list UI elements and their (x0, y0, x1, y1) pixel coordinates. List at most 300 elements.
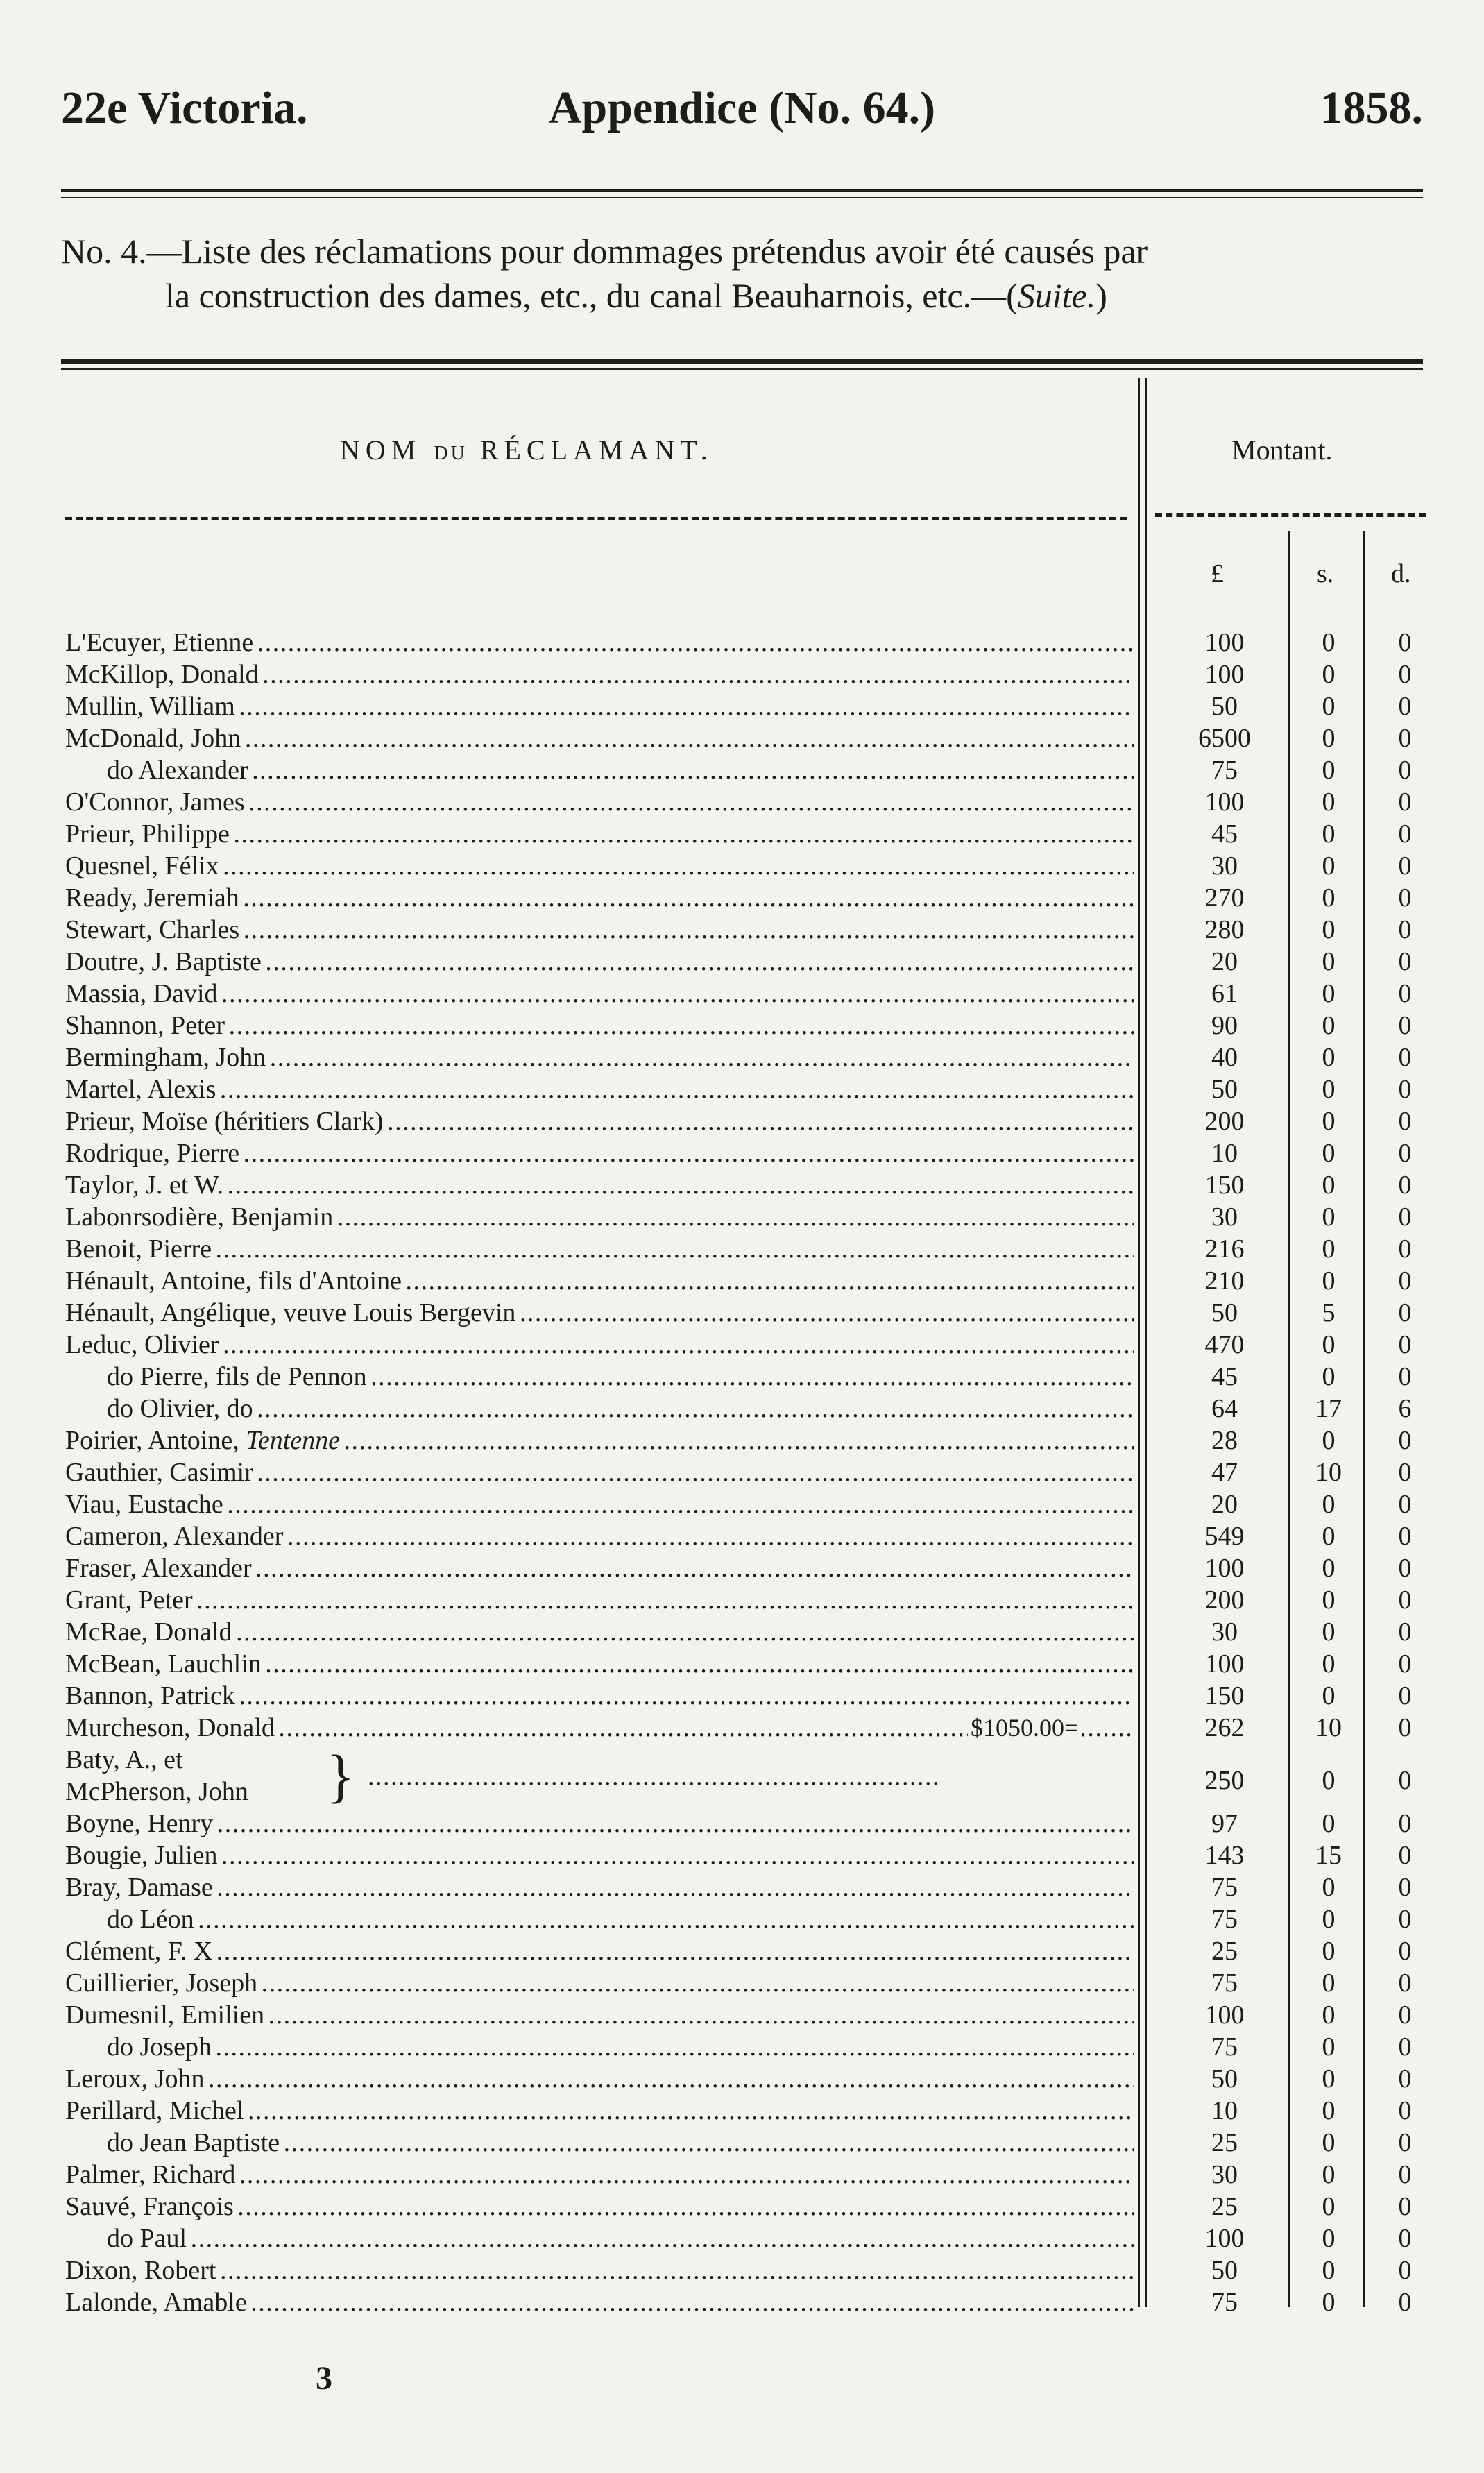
claimant-name (65, 2286, 1134, 2318)
table-row (0, 1425, 1484, 1456)
claimant-name (65, 1265, 1134, 1297)
amount-pence: 0 (1398, 1458, 1412, 1487)
amount-shillings: 0 (1322, 756, 1336, 785)
table-row (0, 1967, 1484, 1999)
claimant-name-value: Quesnel, Félix (65, 851, 219, 881)
amount-shillings: 0 (1322, 2224, 1336, 2253)
shillings-unit-label: s. (1317, 559, 1334, 588)
claimant-name-text (65, 786, 1134, 818)
claimant-name (65, 1169, 1134, 1201)
table-row (0, 627, 1484, 658)
table-row (0, 1999, 1484, 2031)
amount-shillings: 0 (1322, 2192, 1336, 2221)
amount-shillings: 0 (1322, 1681, 1336, 1710)
dollar-amount-note: $1050.00= (968, 1712, 1081, 1744)
amount-pence: 0 (1398, 851, 1412, 881)
amount-pence: 0 (1398, 1171, 1412, 1200)
claimant-name (65, 1297, 1134, 1329)
claimant-name (65, 1488, 1134, 1520)
amount-pounds: 30 (1211, 851, 1238, 881)
amount-pounds: 75 (1211, 1905, 1238, 1934)
claimant-name (65, 722, 1134, 754)
amount-pence: 0 (1398, 2160, 1412, 2189)
claimant-name (65, 978, 1134, 1010)
amount-shillings: 0 (1322, 1426, 1336, 1455)
header-rule-thin (61, 197, 1423, 198)
claimant-name-value: Stewart, Charles (65, 915, 240, 944)
pounds-unit-label: £ (1211, 559, 1224, 588)
amount-shillings: 0 (1322, 1490, 1336, 1519)
amount-pounds: 280 (1204, 915, 1245, 944)
amount-pence: 0 (1398, 1426, 1412, 1455)
amount-shillings: 0 (1322, 1330, 1336, 1359)
column-header-amount: Montant. (1231, 434, 1333, 466)
amount-shillings: 0 (1322, 1011, 1336, 1040)
header-rule-thick (61, 189, 1423, 192)
table-row (0, 1488, 1484, 1520)
amount-pence: 0 (1398, 1809, 1412, 1838)
claimant-name-text (65, 2063, 1134, 2095)
amount-shillings: 0 (1322, 2288, 1336, 2317)
claimant-name-value: do Alexander (107, 756, 248, 785)
claimant-name (65, 1042, 1134, 1073)
table-row (0, 914, 1484, 946)
table-row (0, 2159, 1484, 2191)
claimant-name-text (65, 1520, 1134, 1552)
amount-shillings: 0 (1322, 1075, 1336, 1104)
amount-pence: 0 (1398, 1011, 1412, 1040)
claimant-name-value: McDonald, John (65, 724, 241, 753)
claimant-name-text (65, 1903, 1134, 1935)
claimant-name-value: do Jean Baptiste (107, 2128, 280, 2157)
table-row (0, 1871, 1484, 1903)
amount-pence: 0 (1398, 660, 1412, 689)
amount-pounds: 25 (1211, 1937, 1238, 1966)
claimant-name-text (65, 754, 1134, 786)
claimant-name (65, 1648, 1134, 1680)
title-line-2: la construction des dames, etc., du canal Beauharnois, etc.—(Suite.) (165, 276, 1107, 315)
amount-shillings: 0 (1322, 1873, 1336, 1902)
table-row (0, 1456, 1484, 1488)
claimant-name-text (65, 1169, 1134, 1201)
claimant-name-value: Bermingham, John (65, 1043, 266, 1072)
claimant-name-value: Bougie, Julien (65, 1841, 218, 1870)
amount-header-rule (1155, 513, 1426, 517)
amount-shillings: 0 (1322, 1043, 1336, 1072)
claimant-name-value: Gauthier, Casimir (65, 1458, 253, 1487)
amount-shillings: 0 (1322, 1766, 1336, 1795)
header-appendix: Appendice (No. 64.) (548, 83, 936, 133)
claimant-name-value: Murcheson, Donald (65, 1713, 275, 1742)
header-session: 22e Victoria. (61, 83, 308, 133)
claimant-name (65, 2127, 1134, 2159)
table-row (0, 1552, 1484, 1584)
amount-shillings: 0 (1322, 819, 1336, 849)
claimant-name-text (65, 2159, 1134, 2191)
amount-pence: 0 (1398, 1681, 1412, 1710)
table-row (0, 1680, 1484, 1712)
claimant-name-value: Fraser, Alexander (65, 1554, 252, 1583)
claimant-nickname: Tentenne (246, 1426, 341, 1455)
amount-shillings: 0 (1322, 1809, 1336, 1838)
amount-shillings: 0 (1322, 2256, 1336, 2285)
amount-pounds: 50 (1211, 692, 1238, 721)
table-row (0, 1233, 1484, 1265)
title-rule-thin (61, 368, 1423, 370)
claimant-name (65, 786, 1134, 818)
amount-pounds: 50 (1211, 1298, 1238, 1327)
table-row (0, 946, 1484, 978)
claimant-name (65, 1584, 1134, 1616)
amount-pounds: 20 (1211, 1490, 1238, 1519)
claimant-name-text (65, 1839, 1134, 1871)
claimant-name-value: Poirier, Antoine, (65, 1426, 246, 1455)
amount-pence: 0 (1398, 2064, 1412, 2093)
claimant-name-line: Baty, A., et (65, 1745, 183, 1774)
claimant-name (65, 1329, 1134, 1361)
amount-pence: 0 (1398, 2288, 1412, 2317)
claimant-name-value: Doutre, J. Baptiste (65, 947, 262, 976)
amount-pence: 0 (1398, 1969, 1412, 1998)
claimant-name-value: McRae, Donald (65, 1617, 232, 1647)
amount-pence: 0 (1398, 724, 1412, 753)
claimant-name (65, 1105, 1134, 1137)
claimant-name-text (65, 1393, 1134, 1425)
amount-shillings: 0 (1322, 1905, 1336, 1934)
amount-pounds: 50 (1211, 1075, 1238, 1104)
claimant-name-text (65, 1680, 1134, 1712)
amount-shillings: 0 (1322, 1139, 1336, 1168)
claimant-name-text (65, 1297, 1134, 1329)
claimant-name-text (65, 1648, 1134, 1680)
amount-shillings: 10 (1315, 1458, 1342, 1487)
claimant-name-text (65, 882, 1134, 914)
claimant-name (65, 627, 1134, 658)
amount-shillings: 15 (1315, 1841, 1342, 1870)
claimant-name (65, 1967, 1134, 1999)
claimant-name (65, 1552, 1134, 1584)
claimant-name (65, 2031, 1134, 2063)
claimant-name (65, 2095, 1134, 2127)
table-row (0, 1903, 1484, 1935)
table-row (0, 882, 1484, 914)
claimant-name-value: Ready, Jeremiah (65, 883, 239, 912)
claimant-name-value: Palmer, Richard (65, 2160, 236, 2189)
table-row (0, 1808, 1484, 1839)
amount-shillings: 0 (1322, 2000, 1336, 2030)
amount-shillings: 0 (1322, 692, 1336, 721)
table-row (0, 1744, 1484, 1808)
amount-pence: 0 (1398, 788, 1412, 817)
claimant-name (65, 1935, 1134, 1967)
claimant-name-value: Viau, Eustache (65, 1490, 223, 1519)
claimant-name-text (65, 914, 1134, 946)
amount-pence: 0 (1398, 628, 1412, 657)
claimant-name (65, 850, 1134, 882)
amount-pence: 0 (1398, 1298, 1412, 1327)
claimant-name-text (65, 658, 1134, 690)
amount-pounds: 10 (1211, 1139, 1238, 1168)
amount-pounds: 262 (1204, 1713, 1245, 1742)
amount-pence: 0 (1398, 883, 1412, 912)
claimant-name-text (65, 1616, 1134, 1648)
amount-pence: 0 (1398, 1586, 1412, 1615)
amount-pounds: 250 (1204, 1766, 1245, 1795)
claimant-name-value: Prieur, Moïse (héritiers Clark) (65, 1107, 384, 1136)
table-row (0, 1265, 1484, 1297)
claimant-name (65, 1010, 1134, 1042)
claimant-name (65, 1233, 1134, 1265)
claimant-name (65, 1808, 1134, 1839)
table-row (0, 1010, 1484, 1042)
table-row (0, 2223, 1484, 2254)
amount-pence: 0 (1398, 819, 1412, 849)
claims-table (0, 627, 1484, 2318)
amount-pounds: 216 (1204, 1234, 1245, 1264)
amount-shillings: 0 (1322, 883, 1336, 912)
table-row (0, 1201, 1484, 1233)
amount-shillings: 0 (1322, 2064, 1336, 2093)
table-row (0, 2286, 1484, 2318)
dot-leader: . . . . . . . . . . . . . . . . . . . . . . . . . . . . . . . . . . . . . . . . . . . . . . . . . . . . . . . . . . . . . . . . . . . . . . . . . . . (368, 1762, 937, 1791)
amount-pence: 0 (1398, 1107, 1412, 1136)
table-row (0, 1935, 1484, 1967)
claimant-name (65, 690, 1134, 722)
claimant-name-text (65, 2254, 1134, 2286)
amount-shillings: 0 (1322, 2032, 1336, 2062)
amount-pounds: 470 (1204, 1330, 1245, 1359)
claimant-name (65, 2063, 1134, 2095)
amount-shillings: 0 (1322, 628, 1336, 657)
claimant-name-value: Bannon, Patrick (65, 1681, 235, 1710)
amount-pounds: 150 (1204, 1681, 1245, 1710)
amount-shillings: 0 (1322, 724, 1336, 753)
amount-shillings: 0 (1322, 2096, 1336, 2125)
claimant-name-text (65, 1042, 1134, 1073)
claimant-name-text (65, 850, 1134, 882)
amount-pence: 6 (1398, 1394, 1412, 1423)
table-row (0, 690, 1484, 722)
claimant-name (65, 1871, 1134, 1903)
amount-shillings: 0 (1322, 1171, 1336, 1200)
name-header-rule (65, 517, 1127, 520)
amount-pence: 0 (1398, 1522, 1412, 1551)
amount-shillings: 0 (1322, 788, 1336, 817)
amount-pounds: 45 (1211, 819, 1238, 849)
claimant-name (65, 914, 1134, 946)
claimant-name-value: Dumesnil, Emilien (65, 2000, 265, 2030)
amount-pence: 0 (1398, 1937, 1412, 1966)
claimant-name-text (65, 1871, 1134, 1903)
amount-pounds: 10 (1211, 2096, 1238, 2125)
table-row (0, 1839, 1484, 1871)
amount-pence: 0 (1398, 1873, 1412, 1902)
amount-pence: 0 (1398, 1362, 1412, 1391)
amount-shillings: 0 (1322, 1554, 1336, 1583)
claimant-name-value: Taylor, J. et W. (65, 1171, 224, 1200)
claimant-name-value: do Joseph (107, 2032, 212, 2062)
claimant-name-text (65, 1999, 1134, 2031)
claimant-name (65, 1425, 1134, 1456)
amount-shillings: 0 (1322, 1266, 1336, 1295)
claimant-name (65, 754, 1134, 786)
claimant-name (65, 1137, 1134, 1169)
claimant-name (65, 658, 1134, 690)
amount-pounds: 30 (1211, 1202, 1238, 1232)
running-header (61, 82, 1423, 158)
amount-pounds: 75 (1211, 2288, 1238, 2317)
amount-shillings: 0 (1322, 1202, 1336, 1232)
claimant-name-text (65, 1233, 1134, 1265)
amount-pounds: 50 (1211, 2064, 1238, 2093)
claimant-name-text (65, 1105, 1134, 1137)
claimant-name-value: Labonrsodière, Benjamin (65, 1202, 334, 1232)
claimant-name-value: Leroux, John (65, 2064, 205, 2093)
table-row (0, 1329, 1484, 1361)
claimant-name (65, 1073, 1134, 1105)
amount-pounds: 143 (1204, 1841, 1245, 1870)
claimant-name-value: McKillop, Donald (65, 660, 259, 689)
table-row (0, 2095, 1484, 2127)
claimant-name-text (65, 1456, 1134, 1488)
claimant-name-value: Massia, David (65, 979, 218, 1008)
claimant-name (65, 2254, 1134, 2286)
claimant-name-value: Shannon, Peter (65, 1011, 225, 1040)
table-row (0, 658, 1484, 690)
claimant-name-value: Cuillierier, Joseph (65, 1969, 258, 1998)
claimant-name-text (65, 1488, 1134, 1520)
claimant-name (65, 1361, 1134, 1393)
claimant-name-value: O'Connor, James (65, 788, 245, 817)
claimant-name-value: Rodrique, Pierre (65, 1139, 240, 1168)
claimant-name-value: do Olivier, do (107, 1394, 253, 1423)
claimant-name-value: Hénault, Antoine, fils d'Antoine (65, 1266, 402, 1295)
amount-pounds: 6500 (1198, 724, 1251, 753)
amount-pounds: 100 (1204, 1649, 1245, 1679)
claimant-name-text (65, 1584, 1134, 1616)
claimant-name (65, 1616, 1134, 1648)
amount-pence: 0 (1398, 2192, 1412, 2221)
amount-pence: 0 (1398, 2032, 1412, 2062)
claimant-name-text (65, 1361, 1134, 1393)
claimant-name-value: do Léon (107, 1905, 194, 1934)
amount-pounds: 150 (1204, 1171, 1245, 1200)
claimant-name-value: Martel, Alexis (65, 1075, 216, 1104)
table-row (0, 2254, 1484, 2286)
claimant-name (65, 1201, 1134, 1233)
claimant-name-text (65, 2286, 1134, 2318)
claimant-name-text (65, 1967, 1134, 1999)
amount-shillings: 0 (1322, 1107, 1336, 1136)
claimant-name (65, 2223, 1134, 2254)
claimant-name-text (65, 2031, 1134, 2063)
amount-pence: 0 (1398, 2256, 1412, 2285)
claimant-name-line: McPherson, John (65, 1777, 248, 1806)
amount-pence: 0 (1398, 2096, 1412, 2125)
amount-pounds: 100 (1204, 1554, 1245, 1583)
amount-shillings: 0 (1322, 979, 1336, 1008)
amount-pence: 0 (1398, 1330, 1412, 1359)
amount-pence: 0 (1398, 1617, 1412, 1647)
amount-shillings: 17 (1315, 1394, 1342, 1423)
amount-pence: 0 (1398, 1043, 1412, 1072)
claimant-name (65, 1520, 1134, 1552)
amount-pence: 0 (1398, 1905, 1412, 1934)
claimant-name-value: McBean, Lauchlin (65, 1649, 262, 1679)
amount-pence: 0 (1398, 1266, 1412, 1295)
claimant-name-text (65, 1935, 1134, 1967)
claimant-name (65, 1744, 1134, 1808)
amount-pounds: 97 (1211, 1809, 1238, 1838)
amount-shillings: 0 (1322, 1649, 1336, 1679)
amount-pounds: 200 (1204, 1586, 1245, 1615)
claimant-name (65, 2159, 1134, 2191)
amount-pence: 0 (1398, 947, 1412, 976)
amount-pounds: 40 (1211, 1043, 1238, 1072)
claimant-name-value: Boyne, Henry (65, 1809, 214, 1838)
claimant-name-value: Clément, F. X (65, 1937, 213, 1966)
claimant-name (65, 2191, 1134, 2223)
claimant-name-text (65, 2095, 1134, 2127)
claimant-name (65, 1839, 1134, 1871)
claimant-name-text (65, 690, 1134, 722)
claimant-name-text (65, 818, 1134, 850)
claimant-name-text (65, 2191, 1134, 2223)
table-row (0, 1520, 1484, 1552)
claimant-name-text (65, 1552, 1134, 1584)
page-number: 3 (316, 2360, 332, 2397)
table-row (0, 1584, 1484, 1616)
amount-pounds: 270 (1204, 883, 1245, 912)
table-row (0, 1393, 1484, 1425)
amount-shillings: 0 (1322, 1969, 1336, 1998)
amount-pence: 0 (1398, 1075, 1412, 1104)
amount-pounds: 28 (1211, 1426, 1238, 1455)
amount-pounds: 100 (1204, 788, 1245, 817)
amount-pence: 0 (1398, 1202, 1412, 1232)
claimant-name (65, 1456, 1134, 1488)
table-row (0, 1169, 1484, 1201)
claimant-name-text (65, 1073, 1134, 1105)
claimant-name-value: L'Ecuyer, Etienne (65, 628, 254, 657)
amount-pounds: 75 (1211, 1873, 1238, 1902)
amount-shillings: 0 (1322, 947, 1336, 976)
claimant-name (65, 882, 1134, 914)
amount-pence: 0 (1398, 1554, 1412, 1583)
amount-shillings: 0 (1322, 1586, 1336, 1615)
list-title (61, 229, 1423, 318)
amount-shillings: 0 (1322, 2128, 1336, 2157)
table-row (0, 2127, 1484, 2159)
amount-shillings: 0 (1322, 1522, 1336, 1551)
amount-pounds: 61 (1211, 979, 1238, 1008)
claimant-name-value: do Pierre, fils de Pennon (107, 1362, 367, 1391)
amount-pounds: 25 (1211, 2128, 1238, 2157)
table-row (0, 1361, 1484, 1393)
amount-pence: 0 (1398, 1713, 1412, 1742)
amount-pence: 0 (1398, 1649, 1412, 1679)
table-row (0, 786, 1484, 818)
claimant-name-text (65, 1265, 1134, 1297)
amount-pounds: 549 (1204, 1522, 1245, 1551)
table-row (0, 1105, 1484, 1137)
header-year: 1858. (1320, 83, 1423, 133)
amount-pounds: 100 (1204, 660, 1245, 689)
joint-claim-brace: } (326, 1742, 355, 1809)
title-line-1: No. 4.—Liste des réclamations pour dommages prétendus avoir été causés par (61, 232, 1148, 271)
claimant-name-value: Bray, Damase (65, 1873, 213, 1902)
pence-unit-label: d. (1391, 559, 1411, 588)
